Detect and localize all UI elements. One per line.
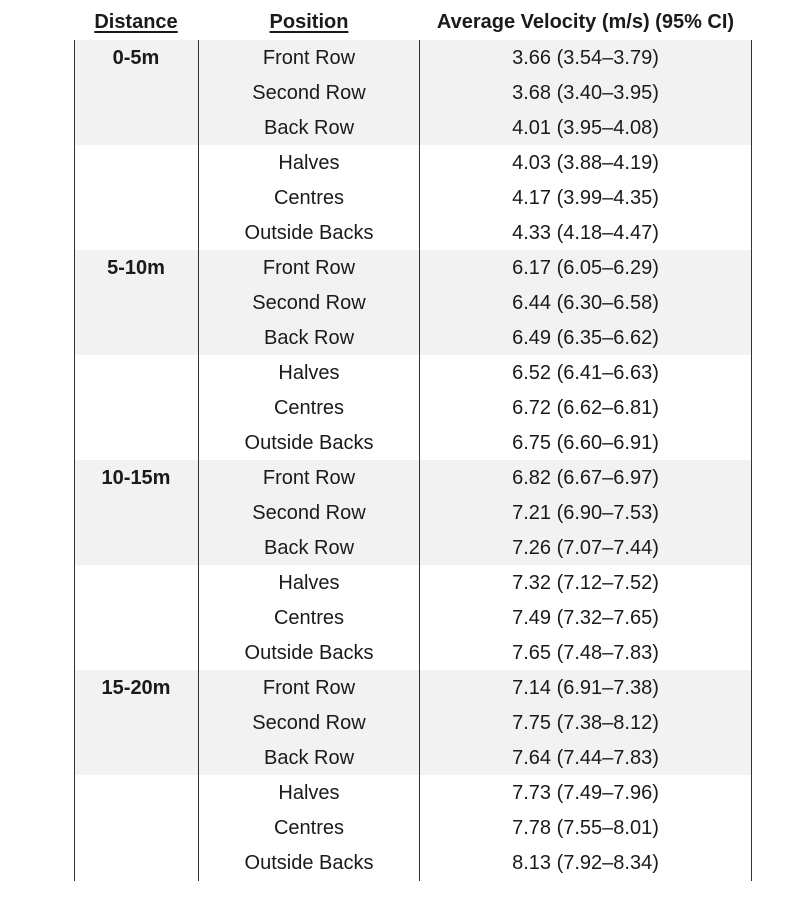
- velocity-cell: 6.44 (6.30–6.58): [512, 292, 659, 314]
- position-cell: Outside Backs: [244, 432, 374, 454]
- column-divider: [198, 40, 199, 881]
- position-cell: Halves: [278, 362, 340, 384]
- table-group-10-15m: [74, 460, 752, 670]
- position-cell: Centres: [273, 397, 345, 419]
- position-cell: Front Row: [262, 467, 356, 489]
- table-row: [74, 600, 752, 635]
- velocity-cell: 3.66 (3.54–3.79): [512, 47, 659, 69]
- table-row: [74, 145, 752, 180]
- table-row: [74, 355, 752, 390]
- position-cell: Halves: [278, 152, 340, 174]
- position-cell: Second Row: [252, 82, 366, 104]
- velocity-cell: 6.49 (6.35–6.62): [512, 327, 659, 349]
- velocity-cell: 7.26 (7.07–7.44): [512, 537, 659, 559]
- velocity-cell: 6.52 (6.41–6.63): [512, 362, 659, 384]
- column-divider: [751, 40, 752, 881]
- position-cell: Back Row: [263, 747, 355, 769]
- velocity-cell: 7.75 (7.38–8.12): [512, 712, 659, 734]
- table-row: [74, 705, 752, 740]
- table-row: [74, 775, 752, 810]
- table-row: [74, 740, 752, 775]
- position-cell: Outside Backs: [244, 852, 374, 874]
- velocity-cell: 7.21 (6.90–7.53): [512, 502, 659, 524]
- table-row: [74, 180, 752, 215]
- velocity-cell: 6.72 (6.62–6.81): [512, 397, 659, 419]
- position-cell: Back Row: [263, 327, 355, 349]
- table-row: [74, 810, 752, 845]
- table-row: [74, 110, 752, 145]
- distance-cell: 15-20m: [101, 677, 171, 699]
- table-row: [74, 425, 752, 460]
- velocity-cell: 7.65 (7.48–7.83): [512, 642, 659, 664]
- position-cell: Front Row: [262, 677, 356, 699]
- position-cell: Centres: [273, 817, 345, 839]
- velocity-cell: 8.13 (7.92–8.34): [512, 852, 659, 874]
- velocity-cell: 4.17 (3.99–4.35): [512, 187, 659, 209]
- table-group-0-5m: [74, 40, 752, 250]
- position-cell: Second Row: [252, 712, 366, 734]
- table-row: [74, 495, 752, 530]
- table-row: [74, 250, 752, 285]
- table-row: [74, 460, 752, 495]
- position-cell: Front Row: [262, 257, 356, 279]
- column-divider: [419, 40, 420, 881]
- velocity-cell: 7.49 (7.32–7.65): [512, 607, 659, 629]
- position-cell: Second Row: [252, 292, 366, 314]
- table-row: [74, 635, 752, 670]
- column-divider: [74, 40, 75, 881]
- position-cell: Back Row: [263, 117, 355, 139]
- velocity-cell: 6.17 (6.05–6.29): [512, 257, 659, 279]
- position-cell: Centres: [273, 607, 345, 629]
- table-group-15-20m: [74, 670, 752, 880]
- velocity-cell: 7.14 (6.91–7.38): [512, 677, 659, 699]
- distance-cell: 5-10m: [107, 257, 165, 279]
- table-row: [74, 40, 752, 75]
- velocity-cell: 3.68 (3.40–3.95): [512, 82, 659, 104]
- table-row: [74, 530, 752, 565]
- table-row: [74, 390, 752, 425]
- position-cell: Outside Backs: [244, 222, 374, 244]
- velocity-cell: 7.32 (7.12–7.52): [512, 572, 659, 594]
- velocity-table: [74, 40, 752, 880]
- distance-column-header: Distance: [94, 11, 178, 33]
- table-header: [0, 0, 800, 40]
- velocity-cell: 7.78 (7.55–8.01): [512, 817, 659, 839]
- table-group-5-10m: [74, 250, 752, 460]
- position-cell: Front Row: [262, 47, 356, 69]
- position-cell: Back Row: [263, 537, 355, 559]
- position-column-header: Position: [269, 11, 349, 33]
- velocity-cell: 6.82 (6.67–6.97): [512, 467, 659, 489]
- position-cell: Halves: [278, 572, 340, 594]
- table-row: [74, 670, 752, 705]
- velocity-cell: 6.75 (6.60–6.91): [512, 432, 659, 454]
- distance-cell: 0-5m: [112, 47, 160, 69]
- position-cell: Centres: [273, 187, 345, 209]
- velocity-cell: 4.33 (4.18–4.47): [512, 222, 659, 244]
- table-row: [74, 845, 752, 880]
- table-row: [74, 215, 752, 250]
- velocity-cell: 4.01 (3.95–4.08): [512, 117, 659, 139]
- table-row: [74, 565, 752, 600]
- table-row: [74, 285, 752, 320]
- velocity-column-header: Average Velocity (m/s) (95% CI): [436, 11, 735, 33]
- velocity-cell: 7.73 (7.49–7.96): [512, 782, 659, 804]
- table-row: [74, 75, 752, 110]
- table-row: [74, 320, 752, 355]
- distance-cell: 10-15m: [101, 467, 171, 489]
- position-cell: Halves: [278, 782, 340, 804]
- velocity-cell: 7.64 (7.44–7.83): [512, 747, 659, 769]
- position-cell: Outside Backs: [244, 642, 374, 664]
- velocity-cell: 4.03 (3.88–4.19): [512, 152, 659, 174]
- position-cell: Second Row: [252, 502, 366, 524]
